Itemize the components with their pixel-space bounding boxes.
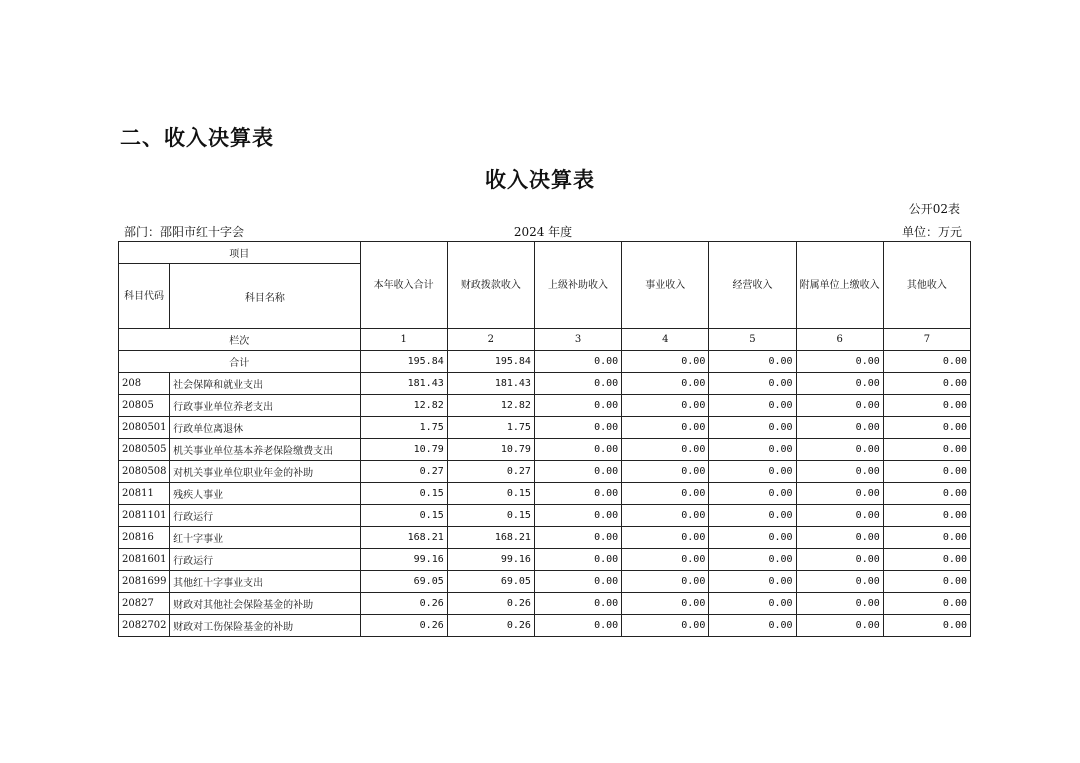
amount-cell: 0.00 — [709, 527, 796, 549]
amount-cell: 0.00 — [883, 373, 970, 395]
amount-cell: 0.00 — [622, 483, 709, 505]
header-project: 项目 — [119, 242, 361, 264]
amount-cell: 0.00 — [534, 505, 621, 527]
total-row — [119, 351, 971, 373]
amount-cell: 0.00 — [534, 461, 621, 483]
amount-cell: 0.00 — [883, 461, 970, 483]
unit-label: 单位：万元 — [901, 225, 962, 239]
amount-cell: 0.00 — [709, 461, 796, 483]
amount-cell: 10.79 — [447, 439, 534, 461]
total-cell: 195.84 — [447, 351, 534, 373]
amount-cell: 0.00 — [534, 395, 621, 417]
table-row — [119, 417, 971, 439]
index-cell: 1 — [360, 329, 447, 351]
subject-name-cell: 其他红十字事业支出 — [170, 571, 360, 593]
amount-cell: 0.00 — [534, 571, 621, 593]
amount-cell: 0.00 — [883, 417, 970, 439]
index-cell: 6 — [796, 329, 883, 351]
subject-name-cell: 财政对工伤保险基金的补助 — [170, 615, 360, 637]
header-subject-code: 科目代码 — [119, 264, 170, 329]
amount-cell: 0.00 — [709, 615, 796, 637]
amount-cell: 0.00 — [883, 593, 970, 615]
header-operating-income: 经营收入 — [709, 242, 796, 329]
total-cell: 0.00 — [883, 351, 970, 373]
amount-cell: 168.21 — [447, 527, 534, 549]
amount-cell: 181.43 — [447, 373, 534, 395]
table-row — [119, 439, 971, 461]
amount-cell: 99.16 — [360, 549, 447, 571]
amount-cell: 0.00 — [709, 483, 796, 505]
amount-cell: 0.00 — [796, 439, 883, 461]
amount-cell: 0.00 — [883, 483, 970, 505]
amount-cell: 0.00 — [709, 549, 796, 571]
amount-cell: 0.00 — [796, 615, 883, 637]
subject-code-cell: 20811 — [119, 483, 170, 505]
subject-name-cell: 行政运行 — [170, 505, 360, 527]
subject-code-cell: 2081601 — [119, 549, 170, 571]
amount-cell: 0.00 — [622, 615, 709, 637]
amount-cell: 0.00 — [622, 395, 709, 417]
subject-name-cell: 机关事业单位基本养老保险缴费支出 — [170, 439, 360, 461]
amount-cell: 0.00 — [796, 395, 883, 417]
amount-cell: 69.05 — [360, 571, 447, 593]
amount-cell: 0.00 — [622, 439, 709, 461]
total-cell: 195.84 — [360, 351, 447, 373]
subject-name-cell: 对机关事业单位职业年金的补助 — [170, 461, 360, 483]
subject-name-cell: 红十字事业 — [170, 527, 360, 549]
amount-cell: 0.00 — [883, 615, 970, 637]
index-row-label: 栏次 — [119, 329, 361, 351]
amount-cell: 0.00 — [883, 549, 970, 571]
amount-cell: 0.27 — [447, 461, 534, 483]
table-row — [119, 483, 971, 505]
amount-cell: 0.26 — [360, 615, 447, 637]
amount-cell: 0.00 — [709, 417, 796, 439]
amount-cell: 0.00 — [534, 549, 621, 571]
amount-cell: 0.00 — [796, 461, 883, 483]
table-row — [119, 571, 971, 593]
table-row — [119, 615, 971, 637]
subject-code-cell: 20805 — [119, 395, 170, 417]
table-row — [119, 461, 971, 483]
index-cell: 3 — [534, 329, 621, 351]
table-row — [119, 395, 971, 417]
amount-cell: 12.82 — [360, 395, 447, 417]
amount-cell: 0.00 — [709, 505, 796, 527]
amount-cell: 0.00 — [796, 549, 883, 571]
index-cell: 2 — [447, 329, 534, 351]
amount-cell: 10.79 — [360, 439, 447, 461]
amount-cell: 0.00 — [534, 593, 621, 615]
section-heading: 二、收入决算表 — [120, 126, 274, 150]
subject-code-cell: 2081101 — [119, 505, 170, 527]
table-row — [119, 527, 971, 549]
amount-cell: 0.26 — [447, 615, 534, 637]
amount-cell: 12.82 — [447, 395, 534, 417]
department-label: 部门：邵阳市红十字会 — [124, 225, 245, 239]
total-cell: 0.00 — [622, 351, 709, 373]
header-row-top — [119, 242, 971, 264]
amount-cell: 0.00 — [883, 439, 970, 461]
amount-cell: 0.00 — [883, 505, 970, 527]
header-affiliated-payment: 附属单位上缴收入 — [796, 242, 883, 329]
amount-cell: 0.26 — [360, 593, 447, 615]
amount-cell: 0.00 — [709, 395, 796, 417]
amount-cell: 0.00 — [622, 373, 709, 395]
subject-code-cell: 2081699 — [119, 571, 170, 593]
amount-cell: 0.00 — [534, 439, 621, 461]
amount-cell: 69.05 — [447, 571, 534, 593]
index-row — [119, 329, 971, 351]
amount-cell: 0.15 — [360, 483, 447, 505]
subject-code-cell: 2082702 — [119, 615, 170, 637]
header-fiscal-appropriation: 财政拨款收入 — [447, 242, 534, 329]
header-superior-subsidy: 上级补助收入 — [534, 242, 621, 329]
amount-cell: 0.00 — [534, 615, 621, 637]
total-cell: 0.00 — [709, 351, 796, 373]
amount-cell: 168.21 — [360, 527, 447, 549]
amount-cell: 0.00 — [622, 417, 709, 439]
subject-name-cell: 行政运行 — [170, 549, 360, 571]
amount-cell: 0.00 — [622, 593, 709, 615]
amount-cell: 181.43 — [360, 373, 447, 395]
subject-code-cell: 2080508 — [119, 461, 170, 483]
amount-cell: 0.00 — [796, 417, 883, 439]
amount-cell: 0.00 — [534, 373, 621, 395]
document-title: 收入决算表 — [485, 168, 595, 192]
subject-name-cell: 财政对其他社会保险基金的补助 — [170, 593, 360, 615]
subject-code-cell: 2080505 — [119, 439, 170, 461]
amount-cell: 0.00 — [883, 571, 970, 593]
amount-cell: 0.00 — [534, 527, 621, 549]
total-row-label: 合计 — [119, 351, 361, 373]
amount-cell: 0.00 — [709, 593, 796, 615]
form-code: 公开02表 — [908, 202, 960, 216]
index-cell: 4 — [622, 329, 709, 351]
amount-cell: 0.00 — [709, 373, 796, 395]
amount-cell: 0.15 — [447, 505, 534, 527]
subject-name-cell: 行政单位离退休 — [170, 417, 360, 439]
subject-name-cell: 行政事业单位养老支出 — [170, 395, 360, 417]
fiscal-year-label: 2024 年度 — [513, 225, 573, 239]
header-business-income: 事业收入 — [622, 242, 709, 329]
total-cell: 0.00 — [534, 351, 621, 373]
subject-code-cell: 2080501 — [119, 417, 170, 439]
subject-code-cell: 208 — [119, 373, 170, 395]
amount-cell: 1.75 — [447, 417, 534, 439]
header-total-income: 本年收入合计 — [360, 242, 447, 329]
amount-cell: 0.00 — [534, 417, 621, 439]
amount-cell: 0.00 — [796, 593, 883, 615]
amount-cell: 99.16 — [447, 549, 534, 571]
amount-cell: 0.00 — [622, 549, 709, 571]
header-subject-name: 科目名称 — [170, 264, 360, 329]
amount-cell: 0.00 — [796, 505, 883, 527]
amount-cell: 0.00 — [622, 505, 709, 527]
table-row — [119, 593, 971, 615]
header-other-income: 其他收入 — [883, 242, 970, 329]
subject-code-cell: 20816 — [119, 527, 170, 549]
amount-cell: 0.00 — [622, 461, 709, 483]
amount-cell: 0.27 — [360, 461, 447, 483]
index-cell: 5 — [709, 329, 796, 351]
amount-cell: 1.75 — [360, 417, 447, 439]
amount-cell: 0.00 — [709, 571, 796, 593]
meta-row — [124, 223, 962, 239]
amount-cell: 0.00 — [796, 483, 883, 505]
total-cell: 0.00 — [796, 351, 883, 373]
amount-cell: 0.00 — [622, 571, 709, 593]
amount-cell: 0.15 — [447, 483, 534, 505]
amount-cell: 0.00 — [796, 373, 883, 395]
income-statement-table — [118, 241, 971, 637]
amount-cell: 0.00 — [796, 571, 883, 593]
amount-cell: 0.00 — [622, 527, 709, 549]
subject-name-cell: 残疾人事业 — [170, 483, 360, 505]
amount-cell: 0.15 — [360, 505, 447, 527]
amount-cell: 0.00 — [796, 527, 883, 549]
table-row — [119, 505, 971, 527]
index-cell: 7 — [883, 329, 970, 351]
table-row — [119, 373, 971, 395]
amount-cell: 0.26 — [447, 593, 534, 615]
table-row — [119, 549, 971, 571]
subject-name-cell: 社会保障和就业支出 — [170, 373, 360, 395]
amount-cell: 0.00 — [709, 439, 796, 461]
amount-cell: 0.00 — [534, 483, 621, 505]
amount-cell: 0.00 — [883, 527, 970, 549]
amount-cell: 0.00 — [883, 395, 970, 417]
subject-code-cell: 20827 — [119, 593, 170, 615]
